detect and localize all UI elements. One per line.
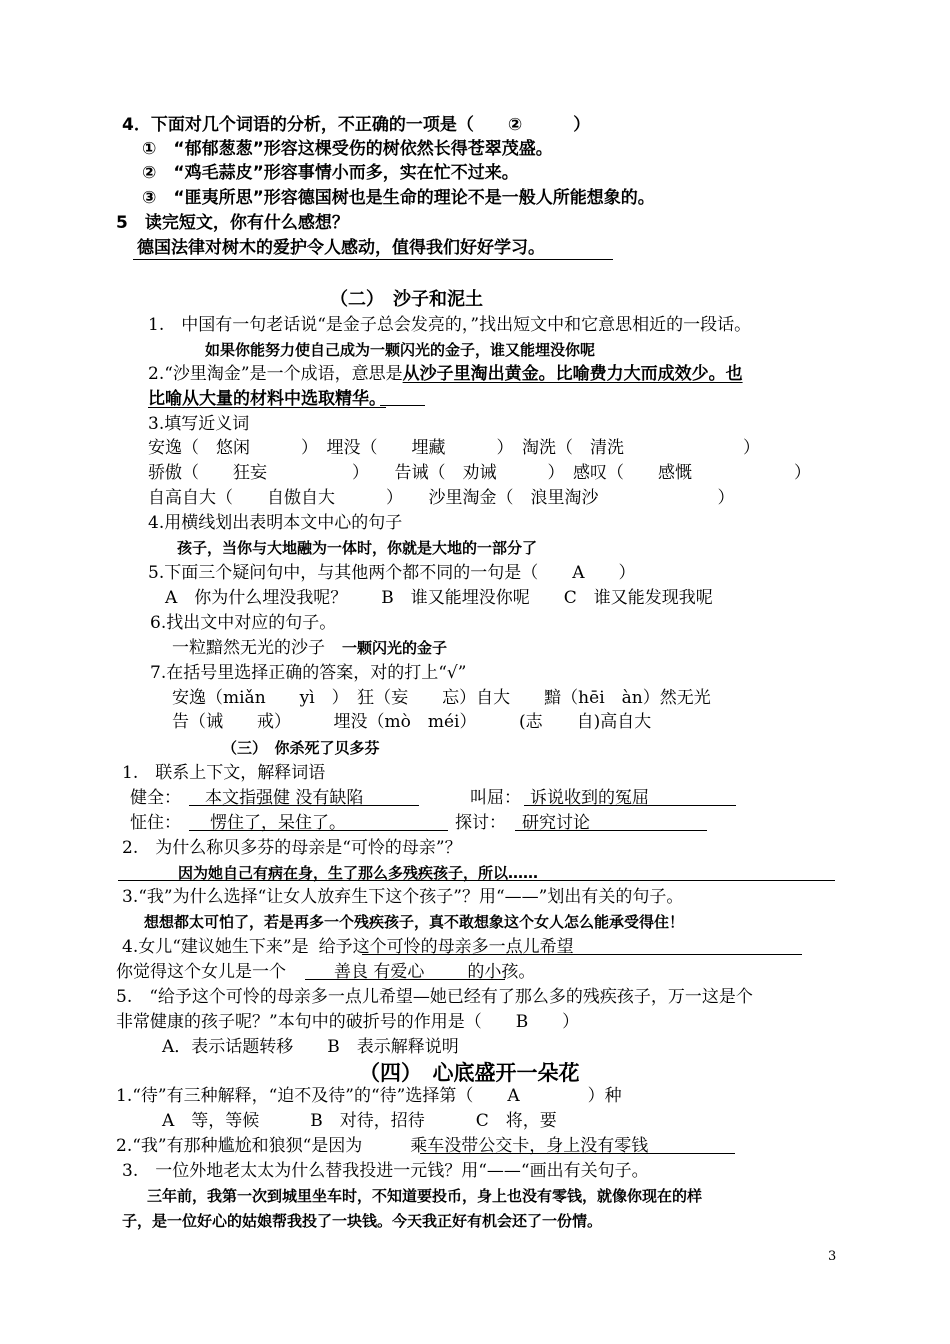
s3-q4b-suffix: 的小孩。 xyxy=(467,962,536,982)
s4-q1-options: A 等，等候 B 对待，招待 C 将，要 xyxy=(162,1111,557,1131)
s1-question-4: 4．下面对几个词语的分析，不正确的一项是（ ② ） xyxy=(122,115,591,135)
s3-question-5-line-1: 5. “给予这个可怜的母亲多一点儿希望—她已经有了那么多的残疾孩子，万一这是个 xyxy=(116,987,753,1007)
s4-question-3: 3. 一位外地老太太为什么替我投进一元钱？用“——“画出有关句子。 xyxy=(122,1161,649,1181)
s2-question-7: 7.在括号里选择正确的答案，对的打上“√” xyxy=(150,663,467,683)
s2-question-5: 5.下面三个疑问句中，与其他两个都不同的一句是（ A ） xyxy=(148,563,636,583)
s2-synonym-row-1: 安逸（ 悠闲 ） 埋没（ 埋藏 ） 淘洗（ 清洗 ） xyxy=(148,438,760,458)
s3-word-4-answer: 研究讨论 xyxy=(522,813,590,833)
s4-q2-underline xyxy=(420,1153,735,1154)
s3-q4b-answer: 善良 有爱心 xyxy=(334,962,425,982)
s2-q6-line xyxy=(172,637,447,659)
s2-q2-underline-tail xyxy=(380,405,425,406)
page-number: 3 xyxy=(828,1249,837,1264)
s3-q5-options: A．表示话题转移 B 表示解释说明 xyxy=(162,1037,459,1057)
s2-q5-options: A 你为什么埋没我呢？ B 谁又能埋没你呢 C 谁又能发现我呢 xyxy=(165,588,713,608)
s1-q4-option-2: ② “鸡毛蒜皮”形容事情小而多，实在忙不过来。 xyxy=(142,163,519,183)
s3-word-2-underline xyxy=(524,805,736,806)
s3-word-3-underline xyxy=(189,830,448,831)
s4-question-1: 1.“待”有三种解释，“迫不及待”的“待”选择第（ A ）种 xyxy=(116,1086,622,1106)
s1-q4-option-1: ① “郁郁葱葱”形容这棵受伤的树依然长得苍翠茂盛。 xyxy=(142,139,553,159)
s3-q2-answer: 因为她自己有病在身，生了那么多残疾孩子，所以…… xyxy=(178,864,539,882)
s2-title: （二） 沙子和泥土 xyxy=(330,289,483,310)
s3-q4b-underline xyxy=(305,979,505,980)
s1-q5-answer-underline xyxy=(133,259,613,260)
s3-question-2: 2. 为什么称贝多芬的母亲是“可怜的母亲”？ xyxy=(122,838,462,858)
s3-question-3: 3.“我”为什么选择“让女人放弃生下这个孩子”？用“——”划出有关的句子。 xyxy=(122,887,684,907)
s2-question-1: 1. 中国有一句老话说“是金子总会发亮的，”找出短文中和它意思相近的一段话。 xyxy=(148,315,752,335)
s2-question-3: 3.填写近义词 xyxy=(148,414,250,434)
s2-synonym-row-3: 自高自大（ 自傲自大 ） 沙里淘金（ 浪里淘沙 ） xyxy=(148,488,735,508)
s2-q1-answer: 如果你能努力使自己成为一颗闪光的金子，谁又能埋没你呢 xyxy=(205,341,596,359)
s2-q2-answer-a: 从沙子里淘出黄金。比喻费力大而成效少。也 xyxy=(402,364,743,384)
s3-word-3-label: 怔住： xyxy=(130,813,181,833)
s3-q2-underline xyxy=(118,880,835,881)
s4-q3-answer-line-1: 三年前，我第一次到城里坐车时，不知道要投币，身上也没有零钱，就像你现在的样 xyxy=(147,1187,703,1205)
s3-q4-answer: 给予这个可怜的母亲多一点儿希望 xyxy=(318,937,574,957)
s2-question-6: 6.找出文中对应的句子。 xyxy=(150,613,337,633)
s3-word-4-underline xyxy=(515,830,707,831)
s4-q2-answer: 乘车没带公交卡，身上没有零钱 xyxy=(410,1136,649,1156)
s2-q7-row-2: 告（诫 戒） 埋没（mò méi） (志 自)高自大 xyxy=(172,712,652,732)
s2-q2-answer-b: 比喻从大量的材料中选取精华。 xyxy=(148,389,386,409)
s1-question-5: 5 读完短文，你有什么感想？ xyxy=(116,213,349,233)
s3-word-1-underline xyxy=(189,805,419,806)
s4-q3-answer-line-2: 子，是一位好心的姑娘帮我投了一块钱。今天我正好有机会还了一份情。 xyxy=(122,1212,603,1230)
s3-q3-answer: 想想都太可怕了，若是再多一个残疾孩子，真不敢想象这个女人怎么能承受得住！ xyxy=(144,913,685,931)
s1-q4-option-3: ③ “匪夷所思”形容德国树也是生命的理论不是一般人所能想象的。 xyxy=(142,188,655,208)
s3-word-2-answer: 诉说收到的冤屈 xyxy=(530,788,649,808)
s3-word-1-answer: 本文指强健 没有缺陷 xyxy=(205,788,364,808)
s4-q2-prefix: 2.“我”有那种尴尬和狼狈“是因为 xyxy=(116,1136,363,1156)
s2-q6-gold: 一颗闪光的金子 xyxy=(342,639,448,657)
s3-q4b-prefix: 你觉得这个女儿是一个 xyxy=(116,962,286,982)
s3-question-1: 1. 联系上下文，解释词语 xyxy=(122,763,326,783)
s3-word-1-label: 健全： xyxy=(130,788,181,808)
s3-question-5-line-2: 非常健康的孩子呢？”本句中的破折号的作用是（ B ） xyxy=(116,1012,580,1032)
s2-q2-prefix: 2.“沙里淘金”是一个成语，意思是 xyxy=(148,364,403,384)
s2-q4-answer: 孩子，当你与大地融为一体时，你就是大地的一部分了 xyxy=(177,539,538,557)
s2-q7-row-1: 安逸（miǎn yì ） 狂（妄 忘）自大 黯（hēi àn）然无光 xyxy=(172,688,711,708)
s3-word-3-answer: 愣住了，呆住了。 xyxy=(210,813,346,833)
s2-question-2 xyxy=(148,363,743,385)
s3-q4-prefix: 4.女儿“建议她生下来”是 xyxy=(122,937,309,957)
s2-synonym-row-2: 骄傲（ 狂妄 ） 告诫（ 劝诫 ） 感叹（ 感慨 ） xyxy=(148,463,811,483)
s2-q6-sand: 一粒黯然无光的沙子 xyxy=(172,638,342,658)
s3-word-4-label: 探讨： xyxy=(455,813,506,833)
s3-title: （三） 你杀死了贝多芬 xyxy=(222,739,380,757)
s1-q5-answer: 德国法律对树木的爱护令人感动，值得我们好好学习。 xyxy=(137,238,545,258)
s4-title: （四） 心底盛开一朵花 xyxy=(359,1061,580,1085)
s2-question-4: 4.用横线划出表明本文中心的句子 xyxy=(148,513,403,533)
s3-word-2-label: 叫屈： xyxy=(470,788,521,808)
s3-q4-underline xyxy=(362,954,802,955)
